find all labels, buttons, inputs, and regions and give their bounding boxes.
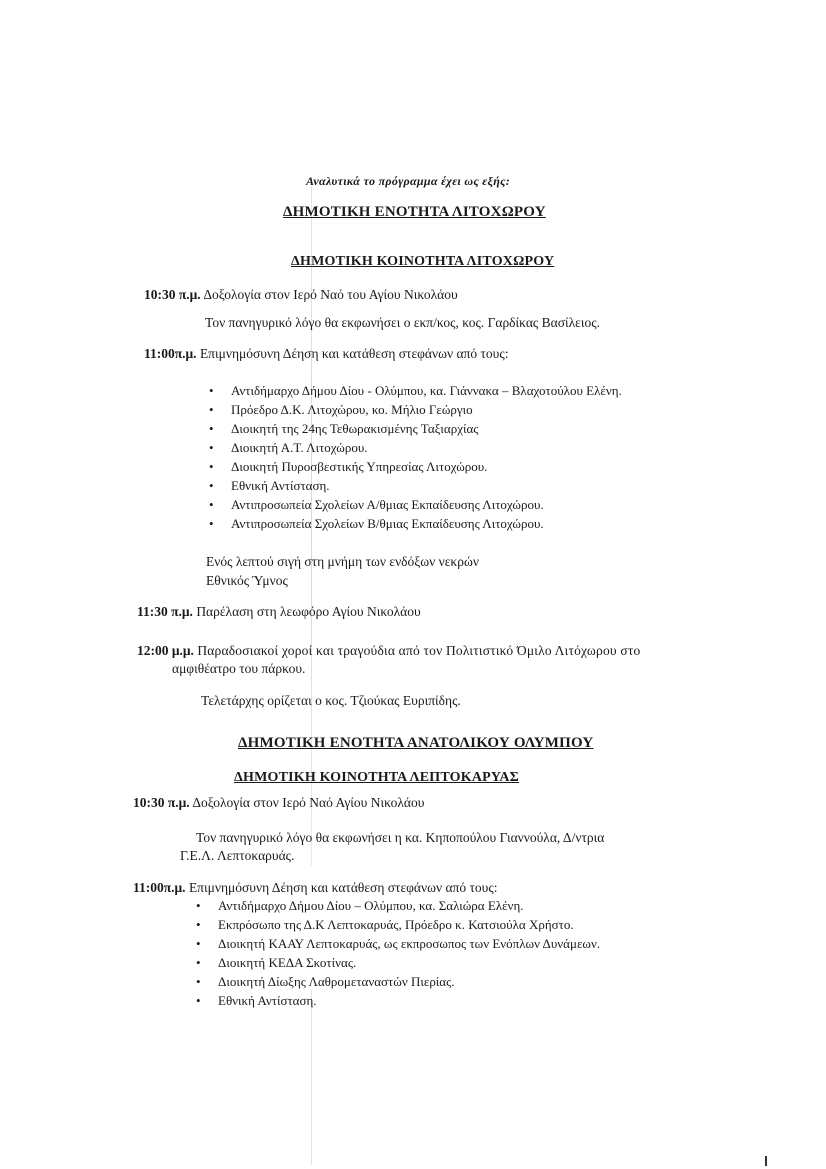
section2-event-1-note: Τον πανηγυρικό λόγο θα εκφωνήσει η κα. Κηποπούλου Γιαννούλα, Δ/ντρια [196, 830, 605, 845]
section2-unit-title: ΔΗΜΟΤΙΚΗ ΕΝΟΤΗΤΑ ΑΝΑΤΟΛΙΚΟΥ ΟΛΥΜΠΟΥ [238, 735, 594, 751]
list-item: • Διοικητή Δίωξης Λαθρομεταναστών Πιερίας. [196, 974, 455, 989]
intro-text: Αναλυτικά το πρόγραμμα έχει ως εξής: [306, 174, 511, 188]
list-item: • Εθνική Αντίσταση. [209, 478, 330, 493]
list-item: • Αντιδήμαρχο Δήμου Δίου - Ολύμπου, κα. Γιάννακα – Βλαχοτούλου Ελένη. [209, 383, 622, 398]
section1-event-1 [144, 287, 458, 303]
section2-community-title: ΔΗΜΟΤΙΚΗ ΚΟΙΝΟΤΗΤΑ ΛΕΠΤΟΚΑΡΥΑΣ [234, 770, 520, 785]
event-text: Παρέλαση στη λεωφόρο Αγίου Νικολάου [196, 604, 421, 619]
section1-event-3 [137, 604, 421, 620]
list-item: • Διοικητή ΚΑΑΥ Λεπτοκαρυάς, ως εκπροσωπος των Ενόπλων Δυνάμεων. [196, 936, 601, 951]
section2-event-1-note-cont: Γ.Ε.Λ. Λεπτοκαρυάς. [180, 848, 295, 863]
anthem-text: Εθνικός Ύμνος [206, 573, 288, 588]
scan-mark [765, 1156, 767, 1166]
section1-unit-title: ΔΗΜΟΤΙΚΗ ΕΝΟΤΗΤΑ ΛΙΤΟΧΩΡΟΥ [283, 204, 546, 220]
event-time: 10:30 π.μ. [133, 795, 190, 810]
event-time: 12:00 μ.μ. [137, 643, 194, 658]
event-text: Επιμνημόσυνη Δέηση και κατάθεση στεφάνων από τους: [199, 346, 509, 361]
list-item: • Αντιδήμαρχο Δήμου Δίου – Ολύμπου, κα. Σαλιώρα Ελένη. [196, 898, 524, 913]
event-text: Επιμνημόσυνη Δέηση και κατάθεση στεφάνων από τους: [188, 880, 498, 895]
list-item: • Διοικητή Α.Τ. Λιτοχώρου. [209, 440, 368, 455]
event-time: 11:00π.μ. [144, 346, 197, 361]
event-text: Παραδοσιακοί χοροί και τραγούδια από τον Πολιτιστικό Όμιλο Λιτόχωρου στο [197, 643, 641, 658]
list-item: • Διοικητή ΚΕΔΑ Σκοτίνας. [196, 955, 357, 970]
page-fold-line-lower [311, 990, 312, 1165]
list-item: • Αντιπροσωπεία Σχολείων Α/θμιας Εκπαίδευσης Λιτοχώρου. [209, 497, 544, 512]
list-item: • Εκπρόσωπο της Δ.Κ Λεπτοκαρυάς, Πρόεδρο κ. Κατσιούλα Χρήστο. [196, 917, 574, 932]
event-text: Δοξολογία στον Ιερό Ναό Αγίου Νικολάου [192, 795, 425, 810]
section2-event-1 [133, 795, 424, 811]
section1-community-title: ΔΗΜΟΤΙΚΗ ΚΟΙΝΟΤΗΤΑ ΛΙΤΟΧΩΡΟΥ [291, 254, 555, 269]
event-time: 11:30 π.μ. [137, 604, 193, 619]
list-item: • Διοικητή της 24ης Τεθωρακισμένης Ταξιαρχίας [209, 421, 479, 436]
list-item: • Εθνική Αντίσταση. [196, 993, 317, 1008]
section2-event-2 [133, 880, 497, 896]
list-item: • Αντιπροσωπεία Σχολείων Β/θμιας Εκπαίδευσης Λιτοχώρου. [209, 516, 544, 531]
section1-event-4-note: Τελετάρχης ορίζεται ο κος. Τζιούκας Ευριπίδης. [201, 693, 461, 708]
section1-event-4-cont: αμφιθέατρο του πάρκου. [172, 661, 306, 676]
silence-text: Ενός λεπτού σιγή στη μνήμη των ενδόξων νεκρών [206, 554, 479, 569]
section1-event-4 [137, 643, 640, 659]
event-text: Δοξολογία στον Ιερό Ναό του Αγίου Νικολάου [203, 287, 458, 302]
list-item: • Πρόεδρο Δ.Κ. Λιτοχώρου, κο. Μήλιο Γεώργιο [209, 402, 473, 417]
section1-event-1-note: Τον πανηγυρικό λόγο θα εκφωνήσει ο εκπ/κος, κος. Γαρδίκας Βασίλειος. [205, 315, 600, 330]
event-time: 10:30 π.μ. [144, 287, 201, 302]
list-item: • Διοικητή Πυροσβεστικής Υπηρεσίας Λιτοχώρου. [209, 459, 488, 474]
event-time: 11:00π.μ. [133, 880, 186, 895]
section1-event-2 [144, 346, 508, 362]
